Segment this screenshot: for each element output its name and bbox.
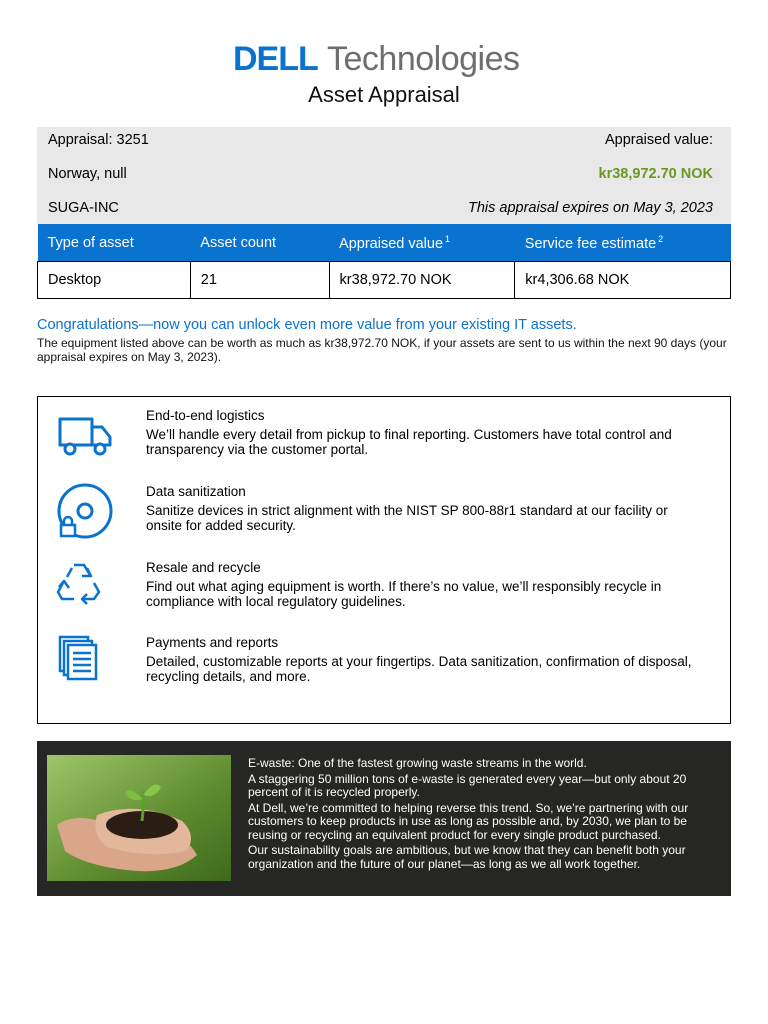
- header-service-fee: Service fee estimate $^2$: [515, 224, 731, 262]
- svg-text:DELL: DELL: [233, 40, 318, 78]
- feature-title: End-to-end logistics: [146, 408, 265, 423]
- feature-text: Sanitize devices in strict alignment with the NIST SP 800-88r1 standard at our facility or onsite for added security.: [146, 502, 668, 533]
- appraisal-number: Appraisal: 3251: [48, 132, 149, 148]
- cell-service-fee: kr4,306.68 NOK: [515, 262, 731, 299]
- asset-table: [37, 224, 731, 299]
- feature-title: Resale and recycle: [146, 560, 261, 575]
- feature-logistics: [146, 408, 706, 458]
- ewaste-banner: [37, 741, 731, 896]
- truck-icon: [54, 411, 114, 471]
- cell-asset-count: 21: [190, 262, 329, 299]
- documents-icon: [54, 635, 114, 695]
- header-appraised-value: Appraised value $^1$: [329, 224, 515, 262]
- footnote-marker: 1: [445, 233, 451, 244]
- disc-lock-icon: [54, 481, 114, 541]
- ewaste-paragraph: Our sustainability goals are ambitious, but we know that they can benefit both your organization and the future of our planet—as long as we all work together.: [248, 843, 686, 871]
- feature-text: Find out what aging equipment is worth. If there’s no value, we’ll responsibly recycle in compliance with local regulatory guidelines.: [146, 578, 662, 609]
- appraised-value-label: Appraised value:: [604, 132, 713, 148]
- feature-title: Data sanitization: [146, 484, 246, 499]
- feature-title: Payments and reports: [146, 635, 279, 650]
- feature-text: We’ll handle every detail from pickup to final reporting. Customers have total control and transparency via the customer portal.: [146, 426, 672, 457]
- recycle-icon: [54, 559, 114, 619]
- ewaste-paragraph: A staggering 50 million tons of e-waste is generated every year—but only about 20 percent of it is recycled properly.: [248, 771, 687, 799]
- ewaste-text: [248, 757, 723, 873]
- ewaste-heading: E-waste: One of the fastest growing waste streams in the world.: [248, 756, 587, 770]
- feature-sanitization: [146, 484, 706, 534]
- svg-text:Technologies: Technologies: [327, 40, 520, 78]
- hands-seedling-image: [47, 755, 231, 881]
- congrats-heading: Congratulations—now you can unlock even more value from your existing IT assets.: [37, 317, 577, 333]
- features-box: [37, 396, 731, 724]
- location: Norway, null: [48, 166, 127, 182]
- dell-technologies-logo: [0, 38, 768, 78]
- footnote-marker: 2: [658, 233, 664, 244]
- table-row: [38, 262, 731, 299]
- ewaste-paragraph: At Dell, we’re committed to helping reverse this trend. So, we’re partnering with our customers to keep products in use as long as possible and, by 2030, we plan to be reusing or recycling an equivalent product for every single product purchased.: [248, 800, 689, 842]
- appraised-value-amount: kr38,972.70 NOK: [598, 166, 713, 182]
- feature-text: Detailed, customizable reports at your fingertips. Data sanitization, confirmation of disposal, recycling details, and more.: [146, 653, 692, 684]
- header-type-of-asset: Type of asset: [38, 224, 191, 262]
- congrats-body: The equipment listed above can be worth as much as kr38,972.70 NOK, if your assets are sent to us within the next 90 days (your appraisal expires on May 3, 2023).: [37, 336, 727, 364]
- cell-asset-type: Desktop: [38, 262, 191, 299]
- company-name: SUGA-INC: [48, 200, 119, 216]
- cell-appraised-value: kr38,972.70 NOK: [329, 262, 515, 299]
- feature-payments: [146, 635, 706, 685]
- asset-table-header: [38, 224, 731, 262]
- expiry-notice: This appraisal expires on May 3, 2023: [467, 200, 713, 216]
- appraisal-summary: [37, 127, 731, 224]
- feature-resale: [146, 560, 706, 610]
- page-title: Asset Appraisal: [308, 82, 460, 107]
- header-asset-count: Asset count: [190, 224, 329, 262]
